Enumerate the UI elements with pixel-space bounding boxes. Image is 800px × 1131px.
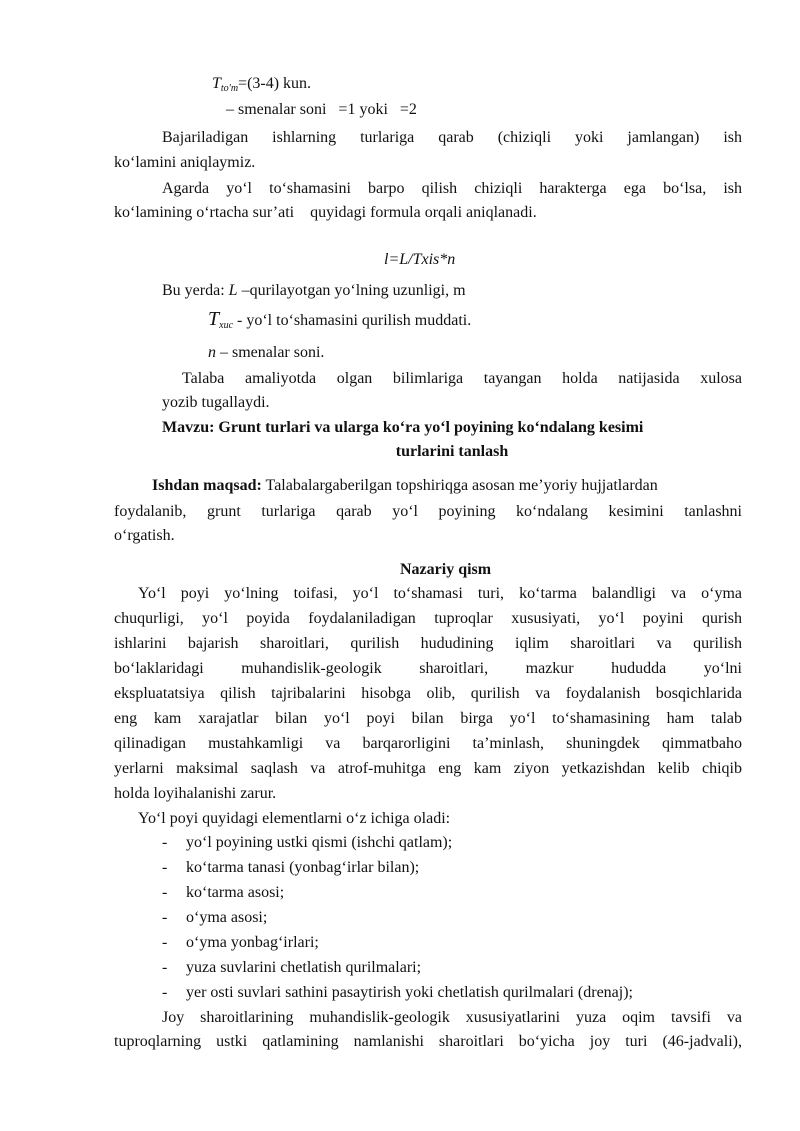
final-line-2: tuproqlarning ustki qatlamining namlanishi sharoitlari bo‘yicha joy turi (46-jadvali), — [114, 1033, 742, 1050]
t-symbol: T — [208, 308, 220, 330]
goal-label: Ishdan maqsad: — [152, 477, 262, 494]
elements-intro: Yo‘l poyi quyidagi elementlarni o‘z ichiga oladi: — [138, 810, 451, 827]
definition-intro: Bu yerda: — [162, 282, 229, 299]
list-item-text: yuza suvlarini chetlatish qurilmalari; — [186, 959, 422, 976]
definition-duration — [208, 306, 471, 336]
theory-line-5: ekspluatatsiya qilish tajribalarini hisobga olib, qurilish va foydalanish bosqichlarida — [114, 685, 742, 702]
list-item-text: yo‘l poyining ustki qismi (ishchi qatlam); — [186, 834, 453, 851]
theory-line-2: chuqurligi, yo‘l poyida foydalaniladigan tuproqlar xususiyati, yo‘l poyini qurish — [114, 610, 742, 627]
list-item — [162, 983, 633, 1003]
list-item-text: ko‘tarma tanasi (yonbag‘irlar bilan); — [186, 859, 420, 876]
n-symbol: n — [208, 344, 216, 361]
final-line-1: Joy sharoitlarining muhandislik-geologik xususiyatlarini yuza oqim tavsifi va — [162, 1009, 742, 1026]
paragraph-2-line-1: Agarda yo‘l to‘shamasini barpo qilish chiziqli harakterga ega bo‘lsa, ish — [162, 180, 742, 197]
theory-line-7: qilinadigan mustahkamligi va barqarorligini ta’minlash, shuningdek qimmatbaho — [114, 735, 742, 752]
l-symbol: L — [228, 282, 238, 299]
t-subscript: to'm — [220, 83, 239, 94]
theory-line-4: bo‘laklaridagi muhandislik-geologik sharoitlari, mazkur hududda yo‘lni — [114, 660, 742, 677]
theory-line-1: Yo‘l poyi yo‘lning toifasi, yo‘l to‘shamasi turi, ko‘tarma balandligi va o‘yma — [138, 585, 742, 602]
list-item — [162, 858, 419, 878]
n-description: – smenalar soni. — [216, 344, 325, 361]
list-marker: - — [162, 984, 168, 1001]
list-item — [162, 958, 421, 978]
goal-line-1 — [152, 476, 658, 496]
duration-value: =(3-4) kun. — [238, 75, 312, 92]
list-marker: - — [162, 834, 168, 851]
list-item-text: ko‘tarma asosi; — [186, 884, 285, 901]
l-description: –qurilayotgan yo‘lning uzunligi, m — [237, 282, 466, 299]
list-item-text: o‘yma yonbag‘irlari; — [186, 934, 319, 951]
goal-text: Talabalargaberilgan topshiriqga asosan me’yoriy hujjatlardan — [261, 477, 658, 494]
list-item-text: yer osti suvlari sathini pasaytirish yoki chetlatish qurilmalari (drenaj); — [186, 984, 633, 1001]
theory-line-6: eng kam xarajatlar bilan yo‘l poyi bilan birga yo‘l to‘shamasining ham talab — [114, 710, 742, 727]
section-title: Nazariy qism — [400, 561, 492, 578]
list-item — [162, 933, 319, 953]
duration-formula — [212, 74, 311, 96]
theory-line-3: ishlarini bajarish sharoitlari, qurilish hududining iqlim sharoitlari va qurilish — [114, 635, 742, 652]
goal-line-2: foydalanib, grunt turlariga qarab yo‘l poyining ko‘ndalang kesimini tanlashni — [114, 503, 742, 520]
paragraph-2-line-2: ko‘lamining o‘rtacha sur’ati quyidagi formula orqali aniqlanadi. — [114, 204, 537, 221]
definition-length — [162, 281, 466, 301]
paragraph-1-line-1: Bajariladigan ishlarning turlariga qarab (chiziqli yoki jamlangan) ish — [162, 129, 742, 146]
list-item-text: o‘yma asosi; — [186, 909, 268, 926]
list-item — [162, 833, 452, 853]
paragraph-3-line-2: yozib tugallaydi. — [162, 394, 270, 411]
list-marker: - — [162, 934, 168, 951]
theory-line-9: holda loyihalanishi zarur. — [114, 785, 277, 802]
list-marker: - — [162, 859, 168, 876]
list-item — [162, 908, 267, 928]
paragraph-1-line-2: ko‘lamini aniqlaymiz. — [114, 154, 256, 171]
t-description: - yo‘l to‘shamasini qurilish muddati. — [237, 312, 472, 329]
definition-shifts — [208, 343, 324, 363]
t-subscript: хис — [219, 320, 234, 331]
topic-heading-line-1: Mavzu: Grunt turlari va ularga ko‘ra yo‘l poyining ko‘ndalang kesimi — [162, 419, 644, 436]
goal-line-3: o‘rgatish. — [114, 527, 175, 544]
paragraph-3-line-1: Talaba amaliyotda olgan bilimlariga tayangan holda natijasida xulosa — [182, 370, 742, 387]
topic-heading-line-2: turlarini tanlash — [395, 443, 509, 460]
theory-line-8: yerlarni maksimal saqlash va atrof-muhitga eng kam ziyon yetkazishdan kelib chiqib — [114, 760, 742, 777]
shift-count-line: – smenalar soni =1 yoki =2 — [226, 101, 417, 118]
t-symbol: T — [212, 75, 221, 92]
list-marker: - — [162, 959, 168, 976]
list-marker: - — [162, 884, 168, 901]
list-item — [162, 883, 284, 903]
list-marker: - — [162, 909, 168, 926]
rate-formula: l=L/Txis*n — [384, 251, 456, 268]
